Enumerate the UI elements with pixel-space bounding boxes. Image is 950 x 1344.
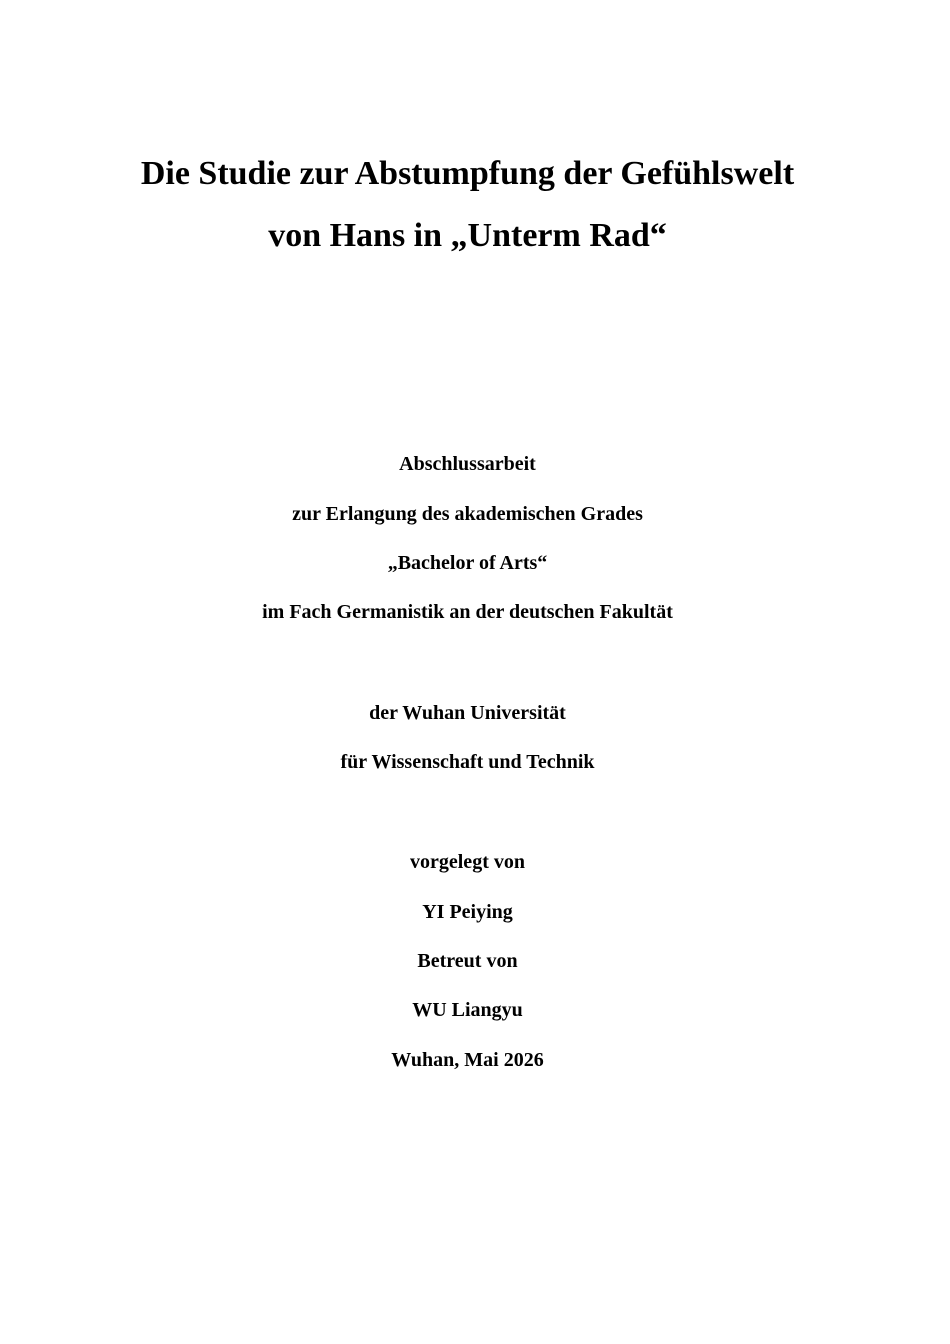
thesis-subject: im Fach Germanistik an der deutschen Fakultät bbox=[262, 601, 673, 623]
title-line-2: von Hans in „Unterm Rad“ bbox=[268, 217, 667, 254]
thesis-type: Abschlussarbeit bbox=[399, 453, 536, 475]
place-date: Wuhan, Mai 2026 bbox=[391, 1049, 544, 1071]
supervisor-label: Betreut von bbox=[417, 950, 518, 972]
title-line-1: Die Studie zur Abstumpfung der Gefühlswelt bbox=[140, 155, 795, 192]
supervisor-name: WU Liangyu bbox=[412, 999, 523, 1021]
author-name: YI Peiying bbox=[422, 901, 513, 923]
university-line-2: für Wissenschaft und Technik bbox=[340, 751, 595, 773]
author-label: vorgelegt von bbox=[410, 851, 525, 873]
thesis-purpose: zur Erlangung des akademischen Grades bbox=[292, 503, 643, 525]
thesis-degree: „Bachelor of Arts“ bbox=[387, 552, 548, 574]
university-line-1: der Wuhan Universität bbox=[369, 702, 566, 724]
